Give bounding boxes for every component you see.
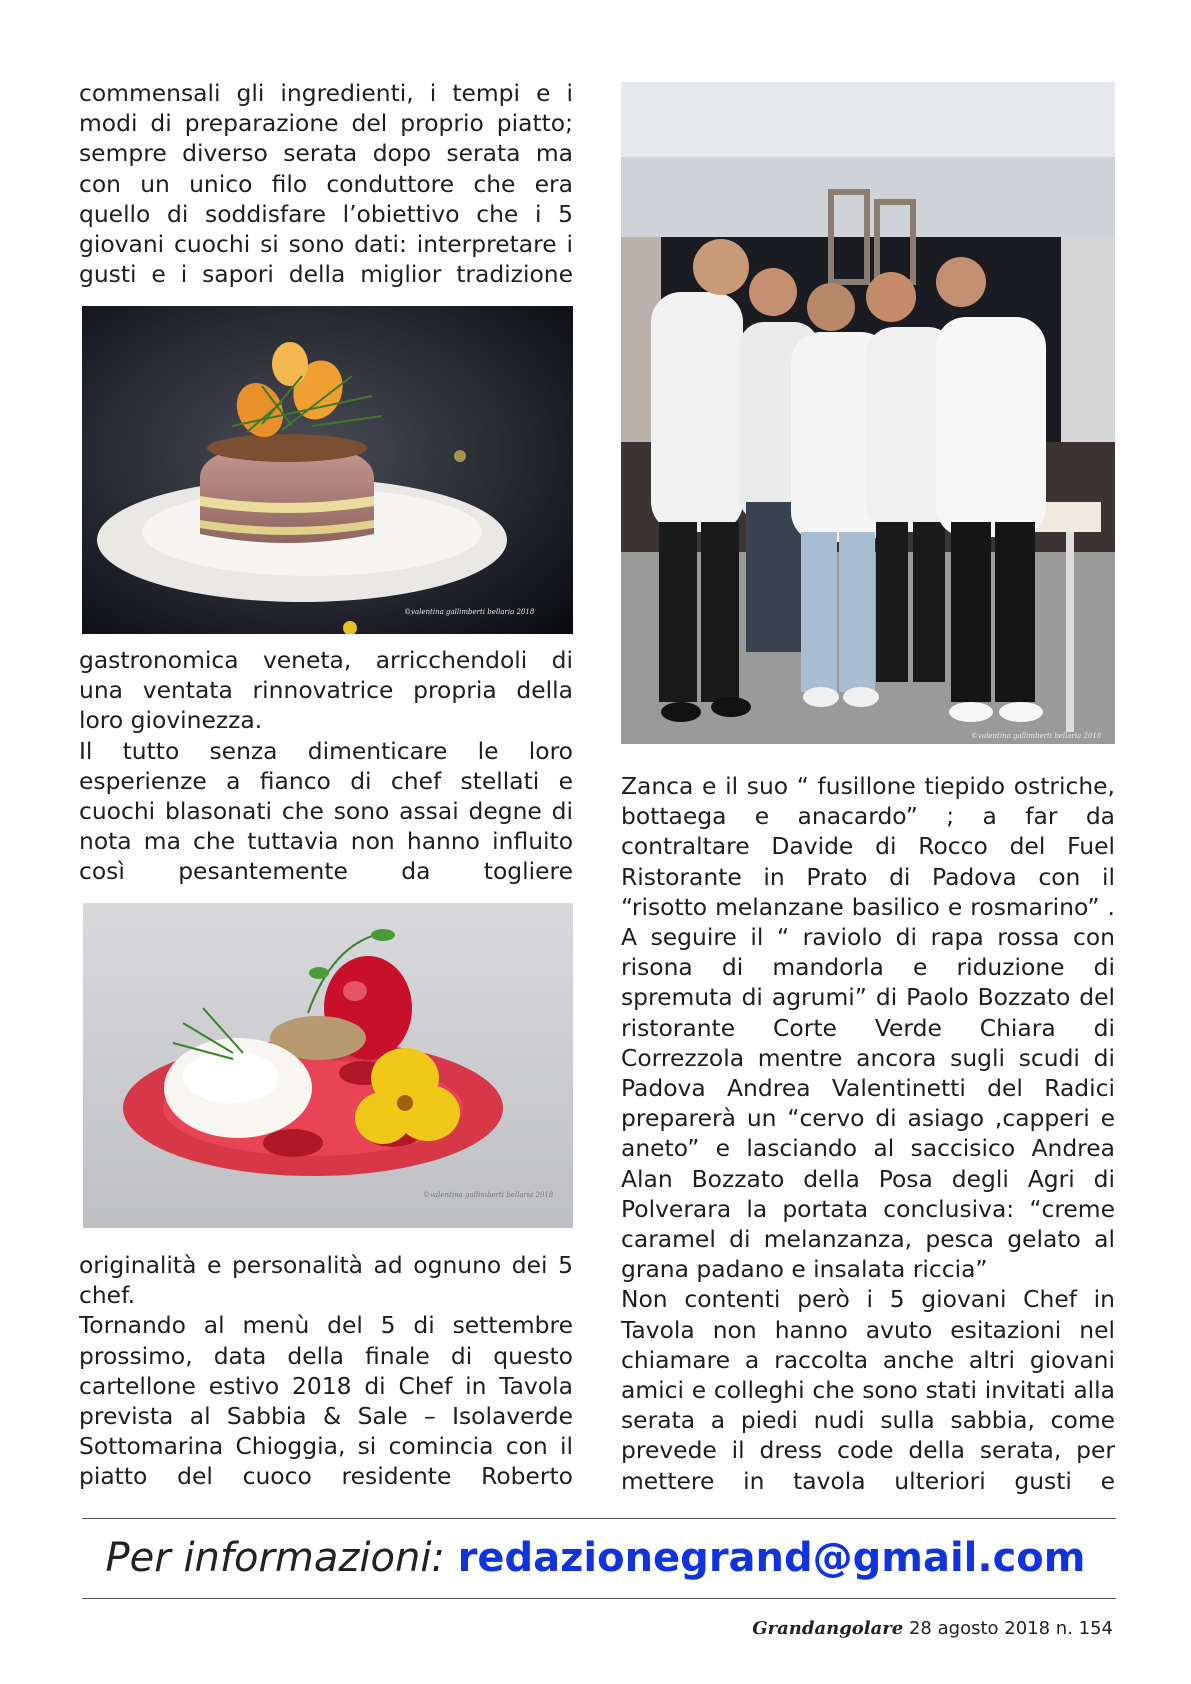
paragraph: Zanca e il suo “ fusillone tiepido ostriche, bottaega e anacardo” ; a far da contraltare Davide di Rocco del Fuel Ristorante in Prato di Padova con il “risotto melanzane basilico e rosmarino” . A seguire il “ raviolo di rapa rossa con risona di mandorla e riduzione di spremuta di agrumi” di Paolo Bozzato del ristorante Corte Verde Chiara di Correzzola mentre ancora sugli scudi di Padova Andrea Valentinetti del Radici preparerà un “cervo di asiago ,capperi e aneto” e lasciando al saccisico Andrea Alan Bozzato della Posa degli Agri di Polverara la portata conclusiva: “creme caramel di melanzanza, pesca gelato al grana padano e insalata riccia” xyxy=(621,772,1115,1284)
dish-photo-1 xyxy=(82,306,573,634)
page-footer xyxy=(752,1618,1113,1639)
chefs-group-photo-image xyxy=(621,82,1115,744)
chefs-group-photo xyxy=(621,82,1115,744)
paragraph: commensali gli ingredienti, i tempi e i modi di preparazione del proprio piatto; sempre diverso serata dopo serata ma con un unico filo conduttore che era quello di soddisfare l’obiettivo che i 5 giovani cuochi si sono dati: interpretare i gusti e i sapori della miglior tradizione xyxy=(79,79,573,289)
paragraph: Non contenti però i 5 giovani Chef in Tavola non hanno avuto esitazioni nel chiamare a raccolta anche altri giovani amici e colleghi che sono stati invitati alla serata a piedi nudi sulla sabbia, come prevede il dress code della serata, per mettere in tavola ulteriori gusti e xyxy=(621,1285,1115,1495)
left-text-block-3 xyxy=(79,1250,573,1492)
paragraph: Il tutto senza dimenticare le loro esperienze a fianco di chef stellati e cuochi blasonati che sono assai degne di nota ma che tuttavia non hanno influito così pesantemente da togliere xyxy=(79,736,573,886)
paragraph: originalità e personalità ad ognuno dei 5 chef. xyxy=(79,1251,573,1310)
dish-photo-2 xyxy=(83,903,573,1228)
magazine-name: Grandangolare xyxy=(752,1618,904,1639)
right-text-block xyxy=(621,771,1115,1496)
photo-credit: ©valentina gallimberti bellaria 2018 xyxy=(423,1191,554,1199)
divider-top xyxy=(82,1518,1116,1519)
contact-email-link[interactable]: redazionegrand@gmail.com xyxy=(457,1535,1086,1581)
paragraph: Tornando al menù del 5 di settembre prossimo, data della finale di questo cartellone estivo 2018 di Chef in Tavola prevista al Sabbia & Sale – Isolaverde Sottomarina Chioggia, si comincia con il piatto del cuoco residente Roberto xyxy=(79,1311,573,1491)
dish-photo-2-image xyxy=(83,903,573,1228)
left-text-block-2 xyxy=(79,645,573,887)
contact-line xyxy=(0,1533,1191,1583)
divider-bottom xyxy=(82,1598,1116,1599)
issue-info: 28 agosto 2018 n. 154 xyxy=(908,1618,1113,1639)
paragraph: gastronomica veneta, arricchendoli di una ventata rinnovatrice propria della loro giovinezza. xyxy=(79,646,573,735)
contact-label: Per informazioni: xyxy=(105,1535,445,1581)
left-text-block-1 xyxy=(79,78,573,289)
dish-photo-1-image xyxy=(82,306,573,634)
photo-credit: ©valentina gallimberti bellaria 2018 xyxy=(971,732,1102,740)
photo-credit: ©valentina gallimberti bellaria 2018 xyxy=(404,608,535,616)
